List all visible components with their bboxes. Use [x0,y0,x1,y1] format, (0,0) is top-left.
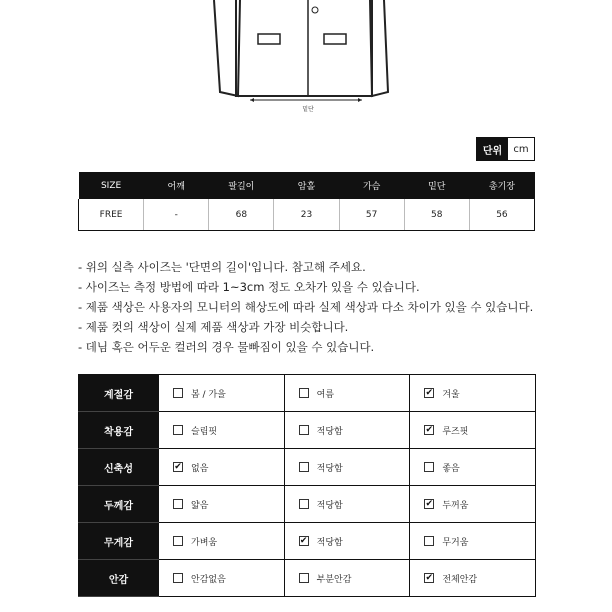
attribute-option [410,375,536,412]
cell-hem: 58 [404,199,469,231]
option-label: 슬림핏 [191,426,218,437]
checked-checkbox-icon: ✔ [425,573,434,583]
unit-box [476,137,535,161]
option-label: 얇음 [191,500,209,511]
attribute-option [159,375,285,412]
option-label: 가벼움 [191,537,218,548]
option-label: 전체안감 [442,574,478,585]
cell-total-length: 56 [469,199,534,231]
header-total-length: 총기장 [469,172,534,199]
note-item: - 제품 색상은 사용자의 모니터의 해상도에 따라 실제 색상과 다소 차이가 있을 수 있습니다. [78,300,534,314]
attribute-row [79,412,536,449]
checkbox-icon [299,425,309,435]
checkbox-icon [424,536,434,546]
header-armhole: 암홀 [274,172,339,199]
attribute-row [79,523,536,560]
attribute-label: 두께감 [79,486,159,523]
unit-value: cm [513,143,529,155]
checked-checkbox-icon: ✔ [425,425,434,435]
attribute-option [159,412,285,449]
checkbox-icon [173,573,183,583]
attribute-option [159,486,285,523]
attribute-option [410,449,536,486]
size-table-header [79,172,535,199]
option-label: 안감없음 [191,574,226,585]
checkbox-icon [173,388,183,398]
option-label: 적당함 [316,426,343,437]
checked-checkbox-icon: ✔ [299,536,308,546]
cell-armhole: 23 [274,199,339,231]
attribute-label: 계절감 [79,375,159,412]
note-item: - 제품 컷의 색상이 실제 제품 색상과 가장 비슷합니다. [78,320,349,334]
checkbox-icon [173,499,183,509]
attribute-label: 무게감 [79,523,159,560]
option-label: 없음 [191,463,209,474]
checked-checkbox-icon: ✔ [425,499,434,509]
cell-sleeve-length: 68 [209,199,274,231]
header-hem: 밑단 [404,172,469,199]
note-item: - 데님 혹은 어두운 컬러의 경우 물빠짐이 있을 수 있습니다. [78,340,375,354]
cell-size: FREE [79,199,144,231]
attribute-option [284,560,410,597]
attribute-option [159,560,285,597]
attribute-row [79,486,536,523]
checkbox-icon [173,425,183,435]
garment-illustration [0,0,612,120]
checkbox-icon [173,536,183,546]
option-label: 부분안감 [316,574,352,585]
size-table [78,172,535,231]
option-label: 무거움 [442,537,469,548]
table-row [79,199,535,231]
option-label: 적당함 [316,537,343,548]
attribute-option [410,486,536,523]
attribute-row [79,449,536,486]
checked-checkbox-icon: ✔ [425,388,434,398]
attribute-option [159,523,285,560]
attribute-option [410,412,536,449]
unit-label: 단위 [477,138,508,160]
checkbox-icon [299,573,309,583]
option-label: 좋음 [442,463,460,474]
note-item: - 사이즈는 측정 방법에 따라 1~3cm 정도 오차가 있을 수 있습니다. [78,280,420,294]
option-label: 루즈핏 [442,426,469,437]
attribute-label: 착용감 [79,412,159,449]
attribute-label: 신축성 [79,449,159,486]
header-chest: 가슴 [339,172,404,199]
cell-chest: 57 [339,199,404,231]
attribute-row [79,560,536,597]
option-label: 봄 / 가을 [191,389,226,400]
notes [78,257,558,357]
attribute-row [79,375,536,412]
attribute-option [284,449,410,486]
option-label: 두꺼움 [442,500,469,511]
attribute-option [410,560,536,597]
header-sleeve-length: 팔길이 [209,172,274,199]
attribute-option [284,412,410,449]
attribute-table [78,374,536,597]
option-label: 겨울 [442,389,460,400]
option-label: 적당함 [316,500,343,511]
checkbox-icon [299,462,309,472]
attribute-option [410,523,536,560]
checked-checkbox-icon: ✔ [174,462,182,472]
option-label: 여름 [316,389,335,400]
attribute-label: 안감 [79,560,159,597]
hem-label: 밑단 [302,106,314,113]
attribute-option [284,486,410,523]
attribute-option [284,375,410,412]
checkbox-icon [299,499,309,509]
checkbox-icon [424,462,434,472]
checkbox-icon [299,388,309,398]
note-item: - 위의 실측 사이즈는 '단면의 길이'입니다. 참고해 주세요. [78,260,366,274]
header-size: SIZE [79,172,144,199]
cell-shoulder: - [144,199,209,231]
option-label: 적당함 [316,463,343,474]
header-shoulder: 어깨 [144,172,209,199]
attribute-option [284,523,410,560]
attribute-option [159,449,285,486]
